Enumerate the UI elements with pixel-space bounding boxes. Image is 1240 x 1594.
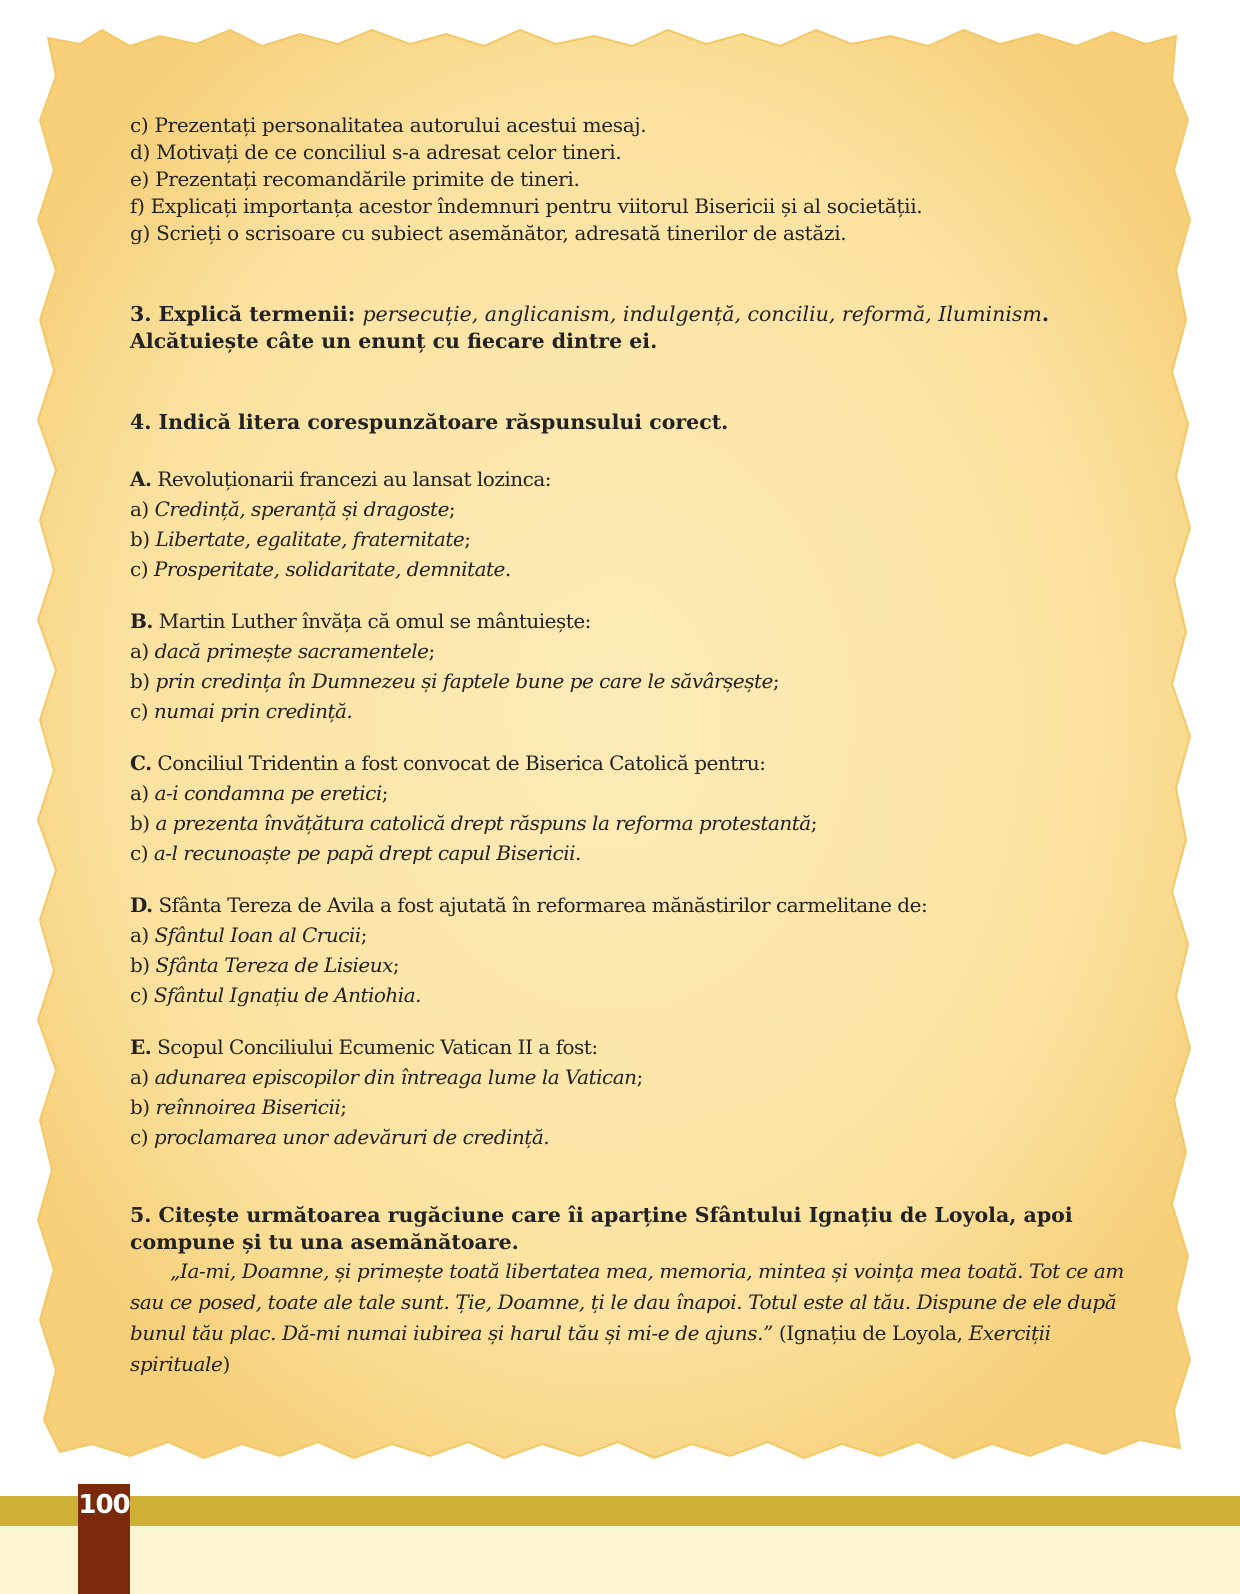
q4-d-letter: D.: [130, 893, 153, 917]
q4-block-e: [130, 1032, 1130, 1152]
q4-d-option-a: a) Sfântul Ioan al Crucii;: [130, 923, 367, 947]
q4-e-option-c: c) proclamarea unor adevăruri de credință.: [130, 1125, 550, 1149]
footer-strip: [0, 1526, 1240, 1594]
q2-item-c: c) Prezentați personalitatea autorului acestui mesaj.: [130, 113, 647, 137]
q4-block-d: [130, 890, 1130, 1010]
q4-a-option-c: c) Prosperitate, solidaritate, demnitate.: [130, 557, 511, 581]
q4-c-letter: C.: [130, 751, 152, 775]
q4-d-option-b: b) Sfânta Tereza de Lisieux;: [130, 953, 400, 977]
q4-c-option-a: a) a-i condamna pe eretici;: [130, 781, 389, 805]
quote-source-close: ): [222, 1352, 230, 1376]
q4-a-question: Revoluționarii francezi au lansat lozinca:: [157, 467, 552, 491]
q2-item-d: d) Motivați de ce conciliul s-a adresat celor tineri.: [130, 140, 622, 164]
q4-e-option-a: a) adunarea episcopilor din întreaga lume la Vatican;: [130, 1065, 643, 1089]
q4-a-letter: A.: [130, 467, 152, 491]
q4-c-question: Conciliul Tridentin a fost convocat de Biserica Catolică pentru:: [157, 751, 766, 775]
q3-lead: 3. Explică termenii:: [130, 302, 356, 326]
q4-b-question: Martin Luther învăța că omul se mântuiește:: [158, 609, 591, 633]
question-4-title: 4. Indică litera corespunzătoare răspunsului corect.: [130, 410, 729, 434]
q3-tail: . Alcătuiește câte un enunț cu fiecare dintre ei.: [130, 302, 1049, 353]
footer-band: [0, 1496, 1240, 1526]
q4-block-a: [130, 464, 1130, 584]
q2-item-f: f) Explicați importanța acestor îndemnuri pentru viitorul Bisericii și al societății.: [130, 194, 923, 218]
q4-a-option-b: b) Libertate, egalitate, fraternitate;: [130, 527, 471, 551]
q4-e-letter: E.: [130, 1035, 152, 1059]
q4-d-question: Sfânta Tereza de Avila a fost ajutată în reformarea mănăstirilor carmelitane de:: [158, 893, 928, 917]
q4-b-letter: B.: [130, 609, 153, 633]
quote-source-work: Exerciții spirituale: [130, 1321, 1051, 1376]
q4-d-option-c: c) Sfântul Ignațiu de Antiohia.: [130, 983, 421, 1007]
q4-b-option-a: a) dacă primește sacramentele;: [130, 639, 435, 663]
question-5-title: 5. Citește următoarea rugăciune care îi aparține Sfântului Ignațiu de Loyola, apoi compune și tu una asemănătoare.: [130, 1203, 1073, 1254]
question-2-items: [130, 112, 1130, 247]
question-3: [130, 301, 1130, 355]
q2-item-g: g) Scrieți o scrisoare cu subiect asemănător, adresată tinerilor de astăzi.: [130, 221, 847, 245]
prayer-text: „Ia-mi, Doamne, și primește toată libertatea mea, memoria, mintea și voința mea toată. Tot ce am sau ce posed, toate ale tale sunt. Ție, Doamne, ți le dau înapoi. Totul este al tău. Dispune de ele după bunul tău plac. Dă-mi numai iubirea și harul tău și mi-e de ajuns.”: [130, 1259, 1124, 1345]
q4-b-option-c: c) numai prin credință.: [130, 699, 353, 723]
q4-a-option-a: a) Credință, speranță și dragoste;: [130, 497, 456, 521]
q4-block-c: [130, 748, 1130, 868]
q4-block-b: [130, 606, 1130, 726]
q2-item-e: e) Prezentați recomandările primite de tineri.: [130, 167, 580, 191]
page-content: [130, 112, 1130, 1380]
q4-c-option-c: c) a-l recunoaște pe papă drept capul Bisericii.: [130, 841, 581, 865]
q4-c-option-b: b) a prezenta învățătura catolică drept răspuns la reforma protestantă;: [130, 811, 817, 835]
q4-b-option-b: b) prin credința în Dumnezeu și faptele bune pe care le săvârșește;: [130, 669, 780, 693]
q3-terms: persecuție, anglicanism, indulgență, conciliu, reformă, Iluminism: [362, 302, 1042, 326]
quote-source-open: (Ignațiu de Loyola,: [772, 1321, 969, 1345]
q4-e-option-b: b) reînnoirea Bisericii;: [130, 1095, 347, 1119]
page-number: 100: [78, 1490, 130, 1520]
loyola-prayer-quote: [130, 1256, 1130, 1380]
q4-e-question: Scopul Conciliului Ecumenic Vatican II a fost:: [157, 1035, 598, 1059]
